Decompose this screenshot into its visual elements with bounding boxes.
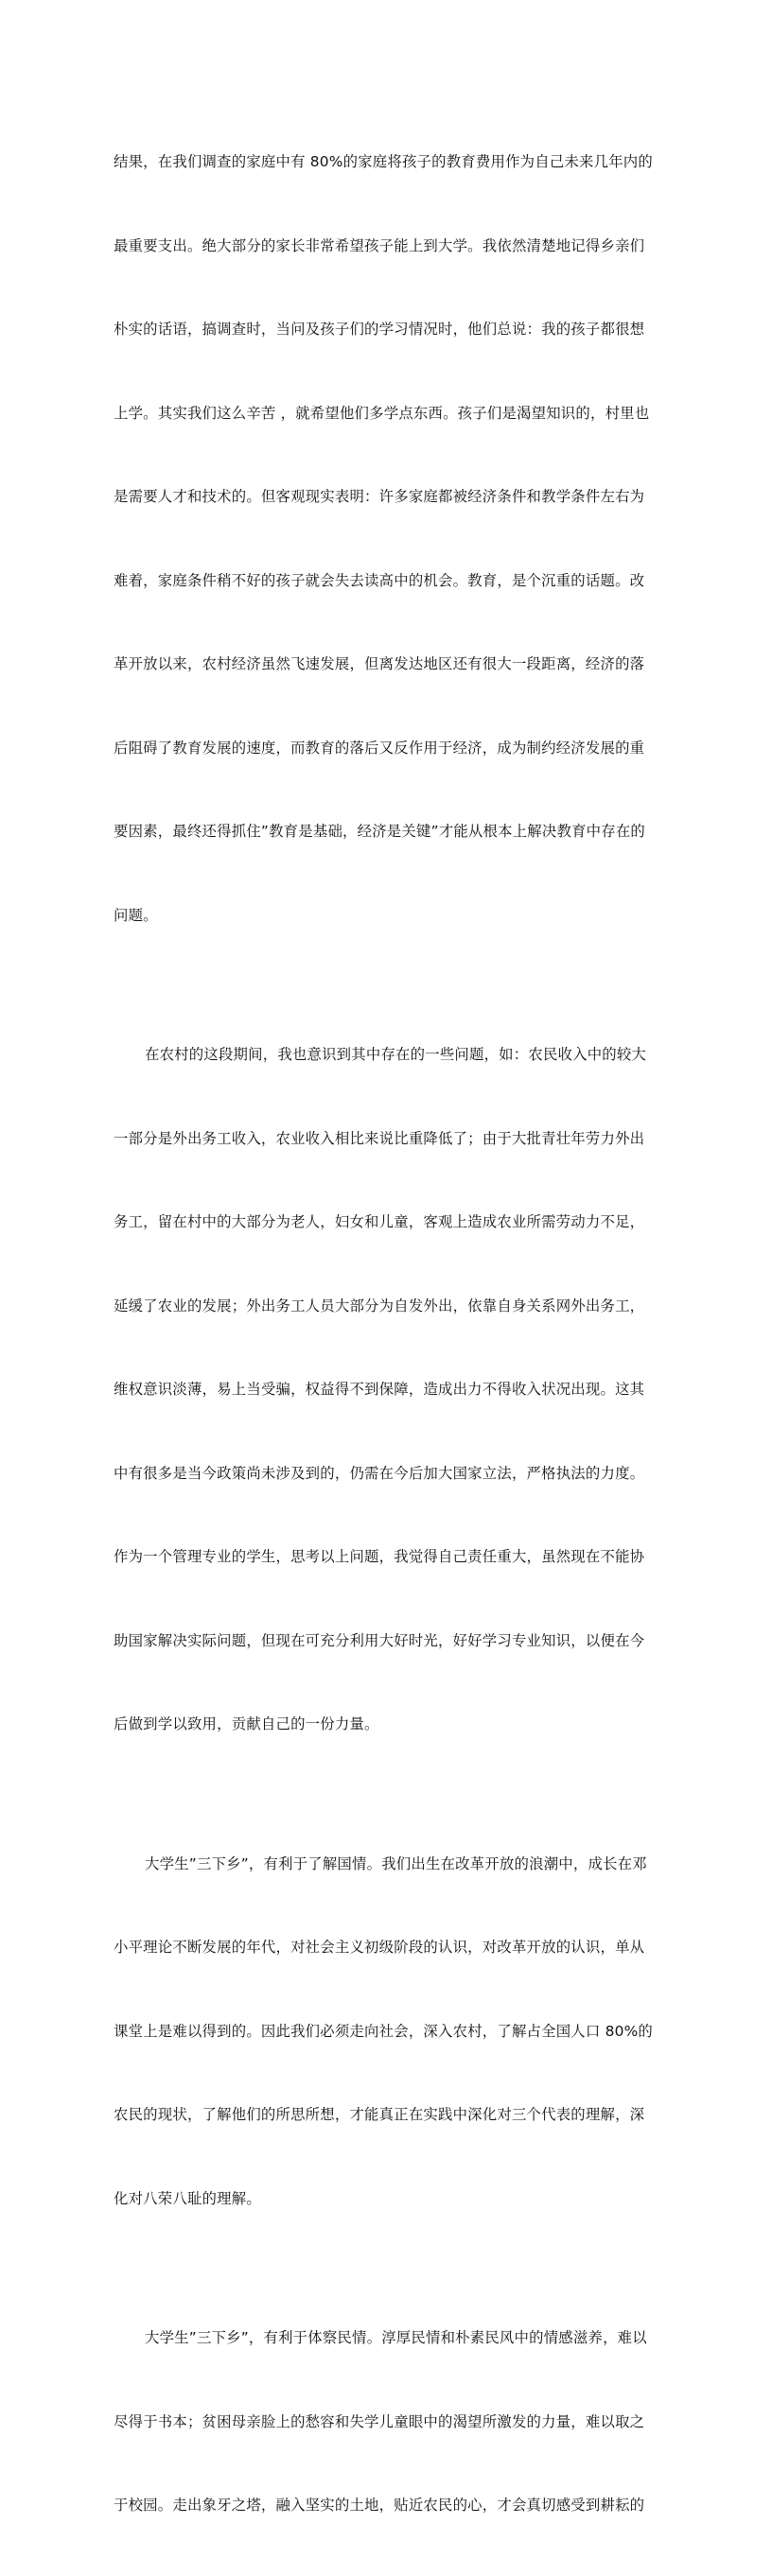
document-body [114,93,658,2576]
text-line: 在农村的这段期间，我也意识到其中存在的一些问题，如：农民收入中的较大 [145,1046,647,1063]
text-line: 延缓了农业的发展；外出务工人员大部分为自发外出，依靠自身关系网外出务工， [114,1297,645,1314]
text-line: 大学生”三下乡”，有利于了解国情。我们出生在改革开放的浪潮中，成长在邓 [145,1854,647,1872]
text-line: 作为一个管理专业的学生，思考以上问题，我觉得自己责任重大，虽然现在不能协 [114,1548,645,1565]
text-line: 难着，家庭条件稍不好的孩子就会失去读高中的机会。教育，是个沉重的话题。改 [114,571,645,589]
text-line: 一部分是外出务工收入，农业收入相比来说比重降低了；由于大批青壮年劳力外出 [114,1129,645,1147]
text-line: 结果，在我们调查的家庭中有 80%的家庭将孩子的教育费用作为自己未来几年内的 [114,153,653,170]
text-line: 后阻碍了教育发展的速度，而教育的落后又反作用于经济，成为制约经济发展的重 [114,739,645,757]
text-line: 尽得于书本；贫困母亲脸上的愁容和失学儿童眼中的渴望所激发的力量，难以取之 [114,2412,645,2430]
text-line: 最重要支出。绝大部分的家长非常希望孩子能上到大学。我依然清楚地记得乡亲们 [114,236,645,254]
text-line: 化对八荣八耻的理解。 [114,2189,261,2207]
text-line: 课堂上是难以得到的。因此我们必须走向社会，深入农村，了解占全国人口 80%的 [114,2022,653,2040]
paragraph-4 [114,2269,658,2576]
text-line: 后做到学以致用，贡献自己的一份力量。 [114,1715,379,1732]
text-line: 农民的现状，了解他们的所思所想，才能真正在实践中深化对三个代表的理解，深 [114,2106,645,2123]
text-line: 大学生”三下乡”，有利于体察民情。淳厚民情和朴素民风中的情感滋养，难以 [145,2329,647,2346]
text-line: 问题。 [114,906,158,924]
text-line: 革开放以来，农村经济虽然飞速发展，但离发达地区还有很大一段距离，经济的落 [114,655,645,672]
text-line: 是需要人才和技术的。但客观现实表明：许多家庭都被经济条件和教学条件左右为 [114,488,645,505]
text-line: 要因素，最终还得抓住”教育是基础，经济是关键”才能从根本上解决教育中存在的 [114,823,646,840]
paragraph-1 [114,93,658,985]
text-line: 维权意识淡薄，易上当受骗，权益得不到保障，造成出力不得收入状况出现。这其 [114,1381,645,1398]
text-line: 朴实的话语，搞调查时，当问及孩子们的学习情况时，他们总说：我的孩子都很想 [114,321,645,338]
text-line: 于校园。走出象牙之塔，融入坚实的土地，贴近农民的心，才会真切感受到耕耘的 [114,2497,645,2514]
text-line: 上学。其实我们这么辛苦 ，就希望他们多学点东西。孩子们是渴望知识的，村里也 [114,404,650,422]
text-line: 中有很多是当今政策尚未涉及到的，仍需在今后加大国家立法，严格执法的力度。 [114,1464,645,1482]
text-line: 小平理论不断发展的年代，对社会主义初级阶段的认识，对改革开放的认识，单从 [114,1939,645,1956]
text-line: 务工，留在村中的大部分为老人，妇女和儿童，客观上造成农业所需劳动力不足， [114,1213,645,1230]
text-line: 助国家解决实际问题，但现在可充分利用大好时光，好好学习专业知识，以便在今 [114,1631,645,1649]
paragraph-3 [114,1795,658,2270]
paragraph-2 [114,985,658,1795]
